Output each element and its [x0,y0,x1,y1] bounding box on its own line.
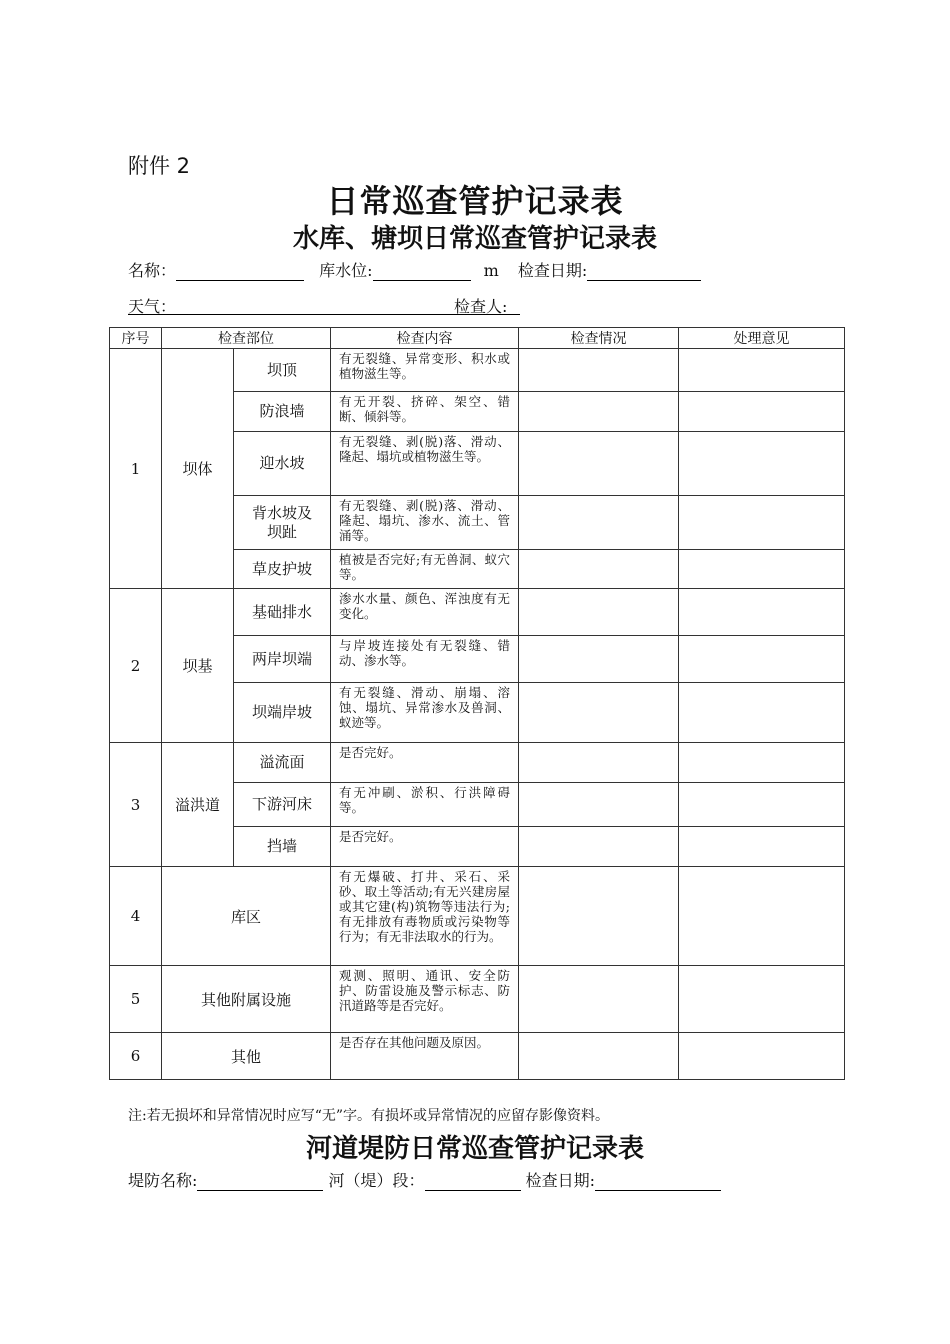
row-number: 6 [110,1033,162,1080]
inspect-subpart: 背水坡及坝趾 [234,496,331,550]
inspect-content: 有无冲刷、淤积、行洪障碍等。 [331,783,519,827]
inspect-subpart: 防浪墙 [234,392,331,432]
river-title: 河道堤防日常巡查管护记录表 [305,1134,644,1164]
opinion-cell[interactable] [679,966,845,1033]
sub-title: 水库、塘坝日常巡查管护记录表 [292,224,657,254]
inspect-subpart: 挡墙 [234,827,331,867]
header-line-1 [128,258,701,281]
river-date-label: 检查日期: [525,1171,596,1190]
status-cell[interactable] [519,966,679,1033]
inspect-date-label: 检查日期: [517,261,588,280]
opinion-cell[interactable] [679,636,845,683]
opinion-cell[interactable] [679,349,845,392]
opinion-cell[interactable] [679,496,845,550]
inspect-content: 有无裂缝、剥(脱)落、滑动、隆起、塌坑、渗水、流土、管涌等。 [331,496,519,550]
water-level-field[interactable] [373,262,471,281]
inspect-content: 是否存在其他问题及原因。 [331,1033,519,1080]
table-row [110,589,845,636]
opinion-cell[interactable] [679,783,845,827]
inspect-subpart: 坝顶 [234,349,331,392]
inspect-part: 库区 [162,867,331,966]
water-level-unit: m [483,261,499,280]
inspect-subpart: 坝端岸坡 [234,683,331,743]
inspect-subpart: 迎水坡 [234,432,331,496]
header-line-2[interactable] [128,294,520,315]
weather-label: 天气： [128,297,177,316]
inspect-content: 渗水水量、颜色、浑浊度有无变化。 [331,589,519,636]
col-header-part: 检查部位 [162,328,331,349]
status-cell[interactable] [519,589,679,636]
inspect-part: 坝基 [162,589,234,743]
status-cell[interactable] [519,392,679,432]
status-cell[interactable] [519,743,679,783]
inspect-part: 溢洪道 [162,743,234,867]
row-number: 4 [110,867,162,966]
inspect-content: 有无裂缝、异常变形、积水或植物滋生等。 [331,349,519,392]
inspection-table [109,327,845,1080]
status-cell[interactable] [519,349,679,392]
opinion-cell[interactable] [679,392,845,432]
table-header-row [110,328,845,349]
inspect-subpart: 基础排水 [234,589,331,636]
inspector-label: 检查人: [454,297,508,316]
status-cell[interactable] [519,783,679,827]
opinion-cell[interactable] [679,683,845,743]
status-cell[interactable] [519,827,679,867]
row-number: 1 [110,349,162,589]
dike-name-field[interactable] [197,1172,323,1191]
inspect-content: 观测、照明、通讯、安全防护、防雷设施及警示标志、防汛道路等是否完好。 [331,966,519,1033]
opinion-cell[interactable] [679,550,845,589]
attachment-label: 附件 2 [128,154,191,178]
opinion-cell[interactable] [679,432,845,496]
note-text: 注:若无损坏和异常情况时应写“无”字。有损坏或异常情况的应留存影像资料。 [128,1108,610,1124]
status-cell[interactable] [519,432,679,496]
inspect-content: 有无裂缝、滑动、崩塌、溶蚀、塌坑、异常渗水及兽洞、蚁迹等。 [331,683,519,743]
table-row [110,349,845,392]
status-cell[interactable] [519,683,679,743]
status-cell[interactable] [519,496,679,550]
inspect-part: 坝体 [162,349,234,589]
status-cell[interactable] [519,550,679,589]
inspect-date-field[interactable] [587,262,701,281]
col-header-content: 检查内容 [331,328,519,349]
inspect-content: 植被是否完好;有无兽洞、蚁穴等。 [331,550,519,589]
inspect-subpart: 下游河床 [234,783,331,827]
name-field[interactable] [176,262,304,281]
inspect-content: 是否完好。 [331,827,519,867]
opinion-cell[interactable] [679,827,845,867]
inspect-part: 其他 [162,1033,331,1080]
row-number: 2 [110,589,162,743]
inspect-subpart: 两岸坝端 [234,636,331,683]
section-field[interactable] [425,1172,521,1191]
opinion-cell[interactable] [679,589,845,636]
status-cell[interactable] [519,867,679,966]
river-header-line [128,1168,721,1191]
table-row [110,743,845,783]
inspect-content: 有无开裂、挤碎、架空、错断、倾斜等。 [331,392,519,432]
inspect-subpart: 草皮护坡 [234,550,331,589]
water-level-label: 库水位: [319,261,373,280]
section-label: 河（堤）段： [328,1171,425,1190]
table-row [110,966,845,1033]
table-row [110,867,845,966]
col-header-opinion: 处理意见 [679,328,845,349]
col-header-no: 序号 [110,328,162,349]
inspect-content: 与岸坡连接处有无裂缝、错动、渗水等。 [331,636,519,683]
row-number: 3 [110,743,162,867]
col-header-status: 检查情况 [519,328,679,349]
inspect-content: 有无爆破、打井、采石、采砂、取土等活动;有无兴建房屋或其它建(构)筑物等违法行为;有无排放有毒物质或污染物等行为；有无非法取水的行为。 [331,867,519,966]
inspect-content: 是否完好。 [331,743,519,783]
name-label: 名称： [128,261,177,280]
river-date-field[interactable] [595,1172,721,1191]
opinion-cell[interactable] [679,1033,845,1080]
main-title: 日常巡查管护记录表 [326,182,624,220]
row-number: 5 [110,966,162,1033]
opinion-cell[interactable] [679,743,845,783]
dike-name-label: 堤防名称: [128,1171,198,1190]
inspect-part: 其他附属设施 [162,966,331,1033]
inspect-subpart: 溢流面 [234,743,331,783]
status-cell[interactable] [519,1033,679,1080]
table-row [110,1033,845,1080]
status-cell[interactable] [519,636,679,683]
opinion-cell[interactable] [679,867,845,966]
inspect-content: 有无裂缝、剥(脱)落、滑动、隆起、塌坑或植物滋生等。 [331,432,519,496]
